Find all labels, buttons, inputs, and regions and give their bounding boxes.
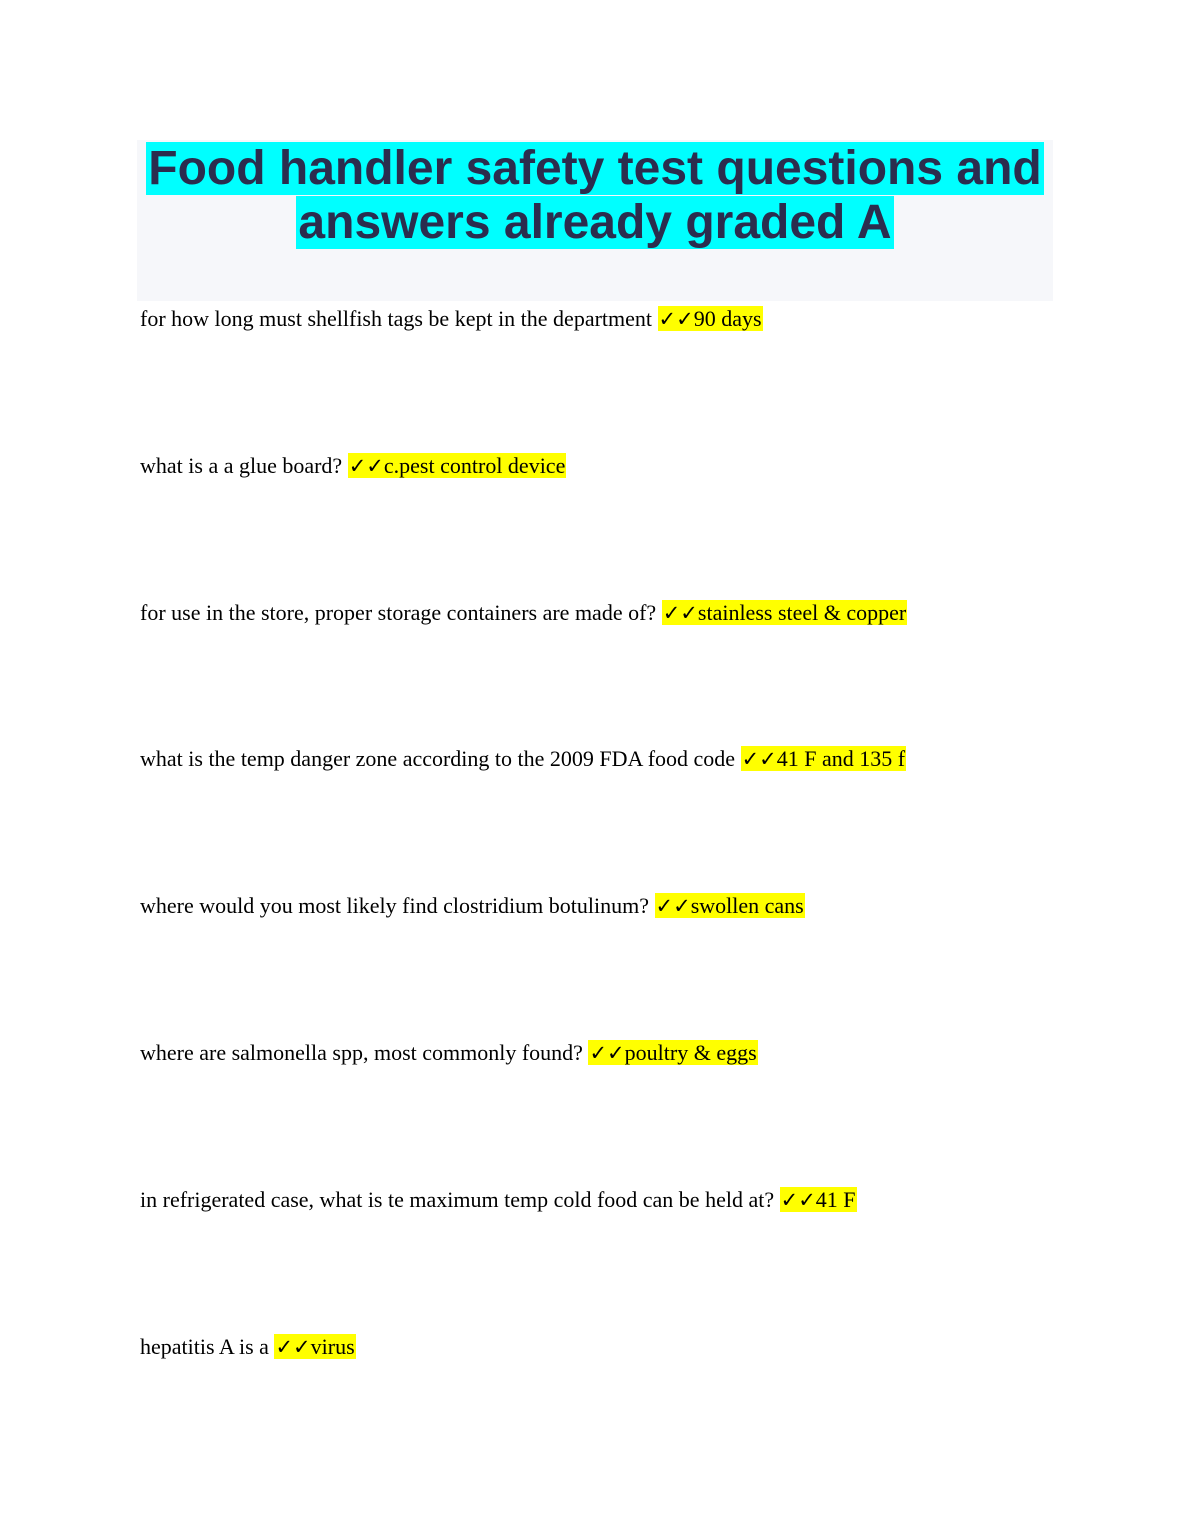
question-text: for use in the store, proper storage containers are made of? — [140, 600, 662, 625]
answer-text: swollen cans — [690, 893, 804, 918]
qa-item-2 — [140, 451, 566, 481]
answer-highlight — [780, 1187, 857, 1212]
question-text: where are salmonella spp, most commonly found? — [140, 1040, 589, 1065]
check-mark-icon: ✓✓ — [348, 454, 384, 478]
qa-item-7 — [140, 1185, 857, 1215]
answer-text: 90 days — [693, 306, 762, 331]
check-mark-icon: ✓✓ — [275, 1335, 311, 1359]
document-title — [137, 140, 1053, 250]
answer-highlight — [274, 1334, 355, 1359]
answer-highlight — [741, 746, 907, 771]
title-line-1: Food handler safety test questions and — [148, 142, 1042, 195]
answer-text: poultry & eggs — [624, 1040, 757, 1065]
question-text: what is the temp danger zone according to the 2009 FDA food code — [140, 746, 741, 771]
answer-highlight — [588, 1040, 757, 1065]
answer-text: stainless steel & copper — [697, 600, 907, 625]
answer-highlight — [655, 893, 805, 918]
qa-item-5 — [140, 891, 805, 921]
question-text: what is a a glue board? — [140, 453, 348, 478]
check-mark-icon: ✓✓ — [662, 601, 698, 625]
check-mark-icon: ✓✓ — [589, 1041, 625, 1065]
qa-item-8 — [140, 1332, 356, 1362]
answer-highlight — [662, 600, 908, 625]
qa-item-1 — [140, 304, 763, 334]
answer-text: c.pest control device — [383, 453, 566, 478]
qa-item-4 — [140, 744, 906, 774]
answer-highlight — [658, 306, 763, 331]
answer-text: 41 F and 135 f — [776, 746, 906, 771]
answer-text: 41 F — [815, 1187, 856, 1212]
answer-highlight — [348, 453, 567, 478]
question-text: hepatitis A is a — [140, 1334, 275, 1359]
title-block — [137, 140, 1053, 301]
question-text: where would you most likely find clostridium botulinum? — [140, 893, 655, 918]
check-mark-icon: ✓✓ — [780, 1188, 816, 1212]
answer-text: virus — [310, 1334, 355, 1359]
title-line-2: answers already graded A — [298, 196, 892, 249]
question-text: in refrigerated case, what is te maximum temp cold food can be held at? — [140, 1187, 780, 1212]
check-mark-icon: ✓✓ — [658, 307, 694, 331]
check-mark-icon: ✓✓ — [655, 894, 691, 918]
question-text: for how long must shellfish tags be kept in the department — [140, 306, 658, 331]
check-mark-icon: ✓✓ — [741, 747, 777, 771]
qa-item-6 — [140, 1038, 758, 1068]
qa-item-3 — [140, 598, 907, 628]
